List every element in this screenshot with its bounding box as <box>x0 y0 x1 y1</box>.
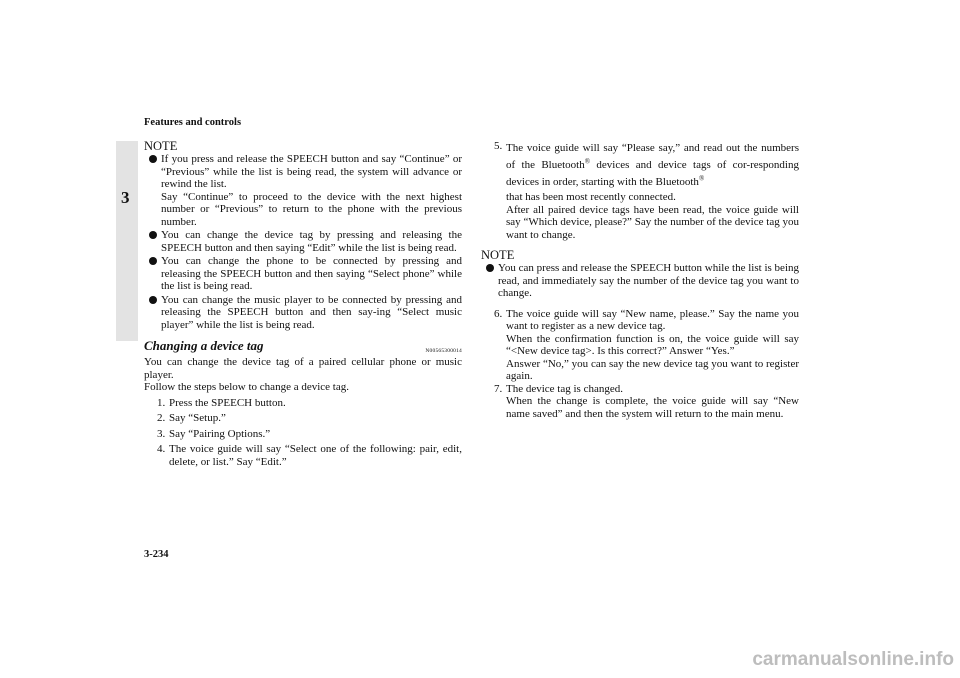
bullet-text: You can change the music player to be connected by pressing and releasing the SPEECH button and then say-ing “Select music player” while the list is being read. <box>161 293 462 331</box>
step-number: 5. <box>494 140 503 152</box>
bullet-text: You can press and release the SPEECH button while the list is being read, and immediately say the number of the device tag you want to change. <box>498 262 799 299</box>
step-text: Press the SPEECH button. <box>169 396 286 409</box>
step-text: that has been most recently connected. <box>506 191 676 203</box>
step-number: 2. <box>157 412 166 424</box>
note-label: NOTE <box>481 248 515 262</box>
watermark: carmanualsonline.info <box>752 649 954 670</box>
section-heading-row <box>144 340 462 356</box>
step-text: The voice guide will say “Please say,” and read out the numbers of the Bluetooth® devices and device tags of cor-responding devices in order, starting with the Bluetooth® <box>506 142 799 188</box>
step-text: After all paired device tags have been read, the voice guide will say “Which device, please?” Say the number of the device tag you want to change. <box>506 203 799 241</box>
step-text: The device tag is changed. <box>506 382 623 395</box>
step-text: Say “Pairing Options.” <box>169 427 271 440</box>
step-item <box>144 428 462 441</box>
step-item <box>144 443 462 468</box>
right-column <box>481 140 799 420</box>
step-text: When the confirmation function is on, the voice guide will say “<New device tag>. Is this correct?” Answer “Yes.” <box>506 332 799 357</box>
step-text: When the change is complete, the voice guide will say “New name saved” and then the system will return to the main menu. <box>506 395 799 420</box>
step-number: 7. <box>494 382 503 395</box>
note-bullet <box>144 294 462 332</box>
step-text: The voice guide will say “New name, please.” Say the name you want to register as a new device tag. <box>506 307 799 332</box>
note-bullet <box>481 262 799 300</box>
step-item <box>144 397 462 410</box>
bullet-text: You can change the phone to be connected by pressing and releasing the SPEECH button and then saying “Select phone” while the list is being read. <box>161 255 462 292</box>
step-number: 3. <box>157 427 166 440</box>
bullet-text: You can change the device tag by pressing and releasing the SPEECH button and then saying “Edit” while the list is being read. <box>161 229 462 254</box>
bullet-text: If you press and release the SPEECH button and say “Continue” or “Previous” while the list is being read, the system will advance or rewind the list. <box>161 153 462 190</box>
step-item <box>144 412 462 425</box>
bullet-text: Say “Continue” to proceed to the device with the next highest number or “Previous” to return to the phone with the previous number. <box>161 190 462 228</box>
bullet-icon <box>149 155 157 163</box>
note-label: NOTE <box>144 139 178 153</box>
step-item <box>481 383 799 421</box>
chapter-number: 3 <box>121 188 130 207</box>
note-bullet <box>144 229 462 254</box>
page-number: 3-234 <box>144 549 169 560</box>
intro-text: You can change the device tag of a paired cellular phone or music player. <box>144 356 462 381</box>
bullet-icon <box>149 257 157 265</box>
bullet-icon <box>486 264 494 272</box>
bullet-icon <box>149 231 157 239</box>
registered-mark: ® <box>698 174 705 183</box>
step-text: Answer “No,” you can say the new device tag you want to register again. <box>506 357 799 382</box>
section-header: Features and controls <box>144 117 242 128</box>
step-text: The voice guide will say “Select one of the following: pair, edit, delete, or list.” Say “Edit.” <box>169 443 462 468</box>
left-column <box>144 140 462 468</box>
note-bullet <box>144 153 462 228</box>
step-item <box>481 308 799 383</box>
registered-mark: ® <box>584 157 591 166</box>
section-heading: Changing a device tag <box>144 338 264 353</box>
step-number: 1. <box>157 396 166 409</box>
intro-text: Follow the steps below to change a device tag. <box>144 381 349 393</box>
bullet-icon <box>149 296 157 304</box>
note-bullet <box>144 255 462 293</box>
step-number: 4. <box>157 443 166 455</box>
step-text: Say “Setup.” <box>169 412 226 424</box>
chapter-tab <box>116 141 138 341</box>
section-code: N00565300014 <box>425 348 462 354</box>
step-item <box>481 140 799 241</box>
step-number: 6. <box>494 307 503 320</box>
